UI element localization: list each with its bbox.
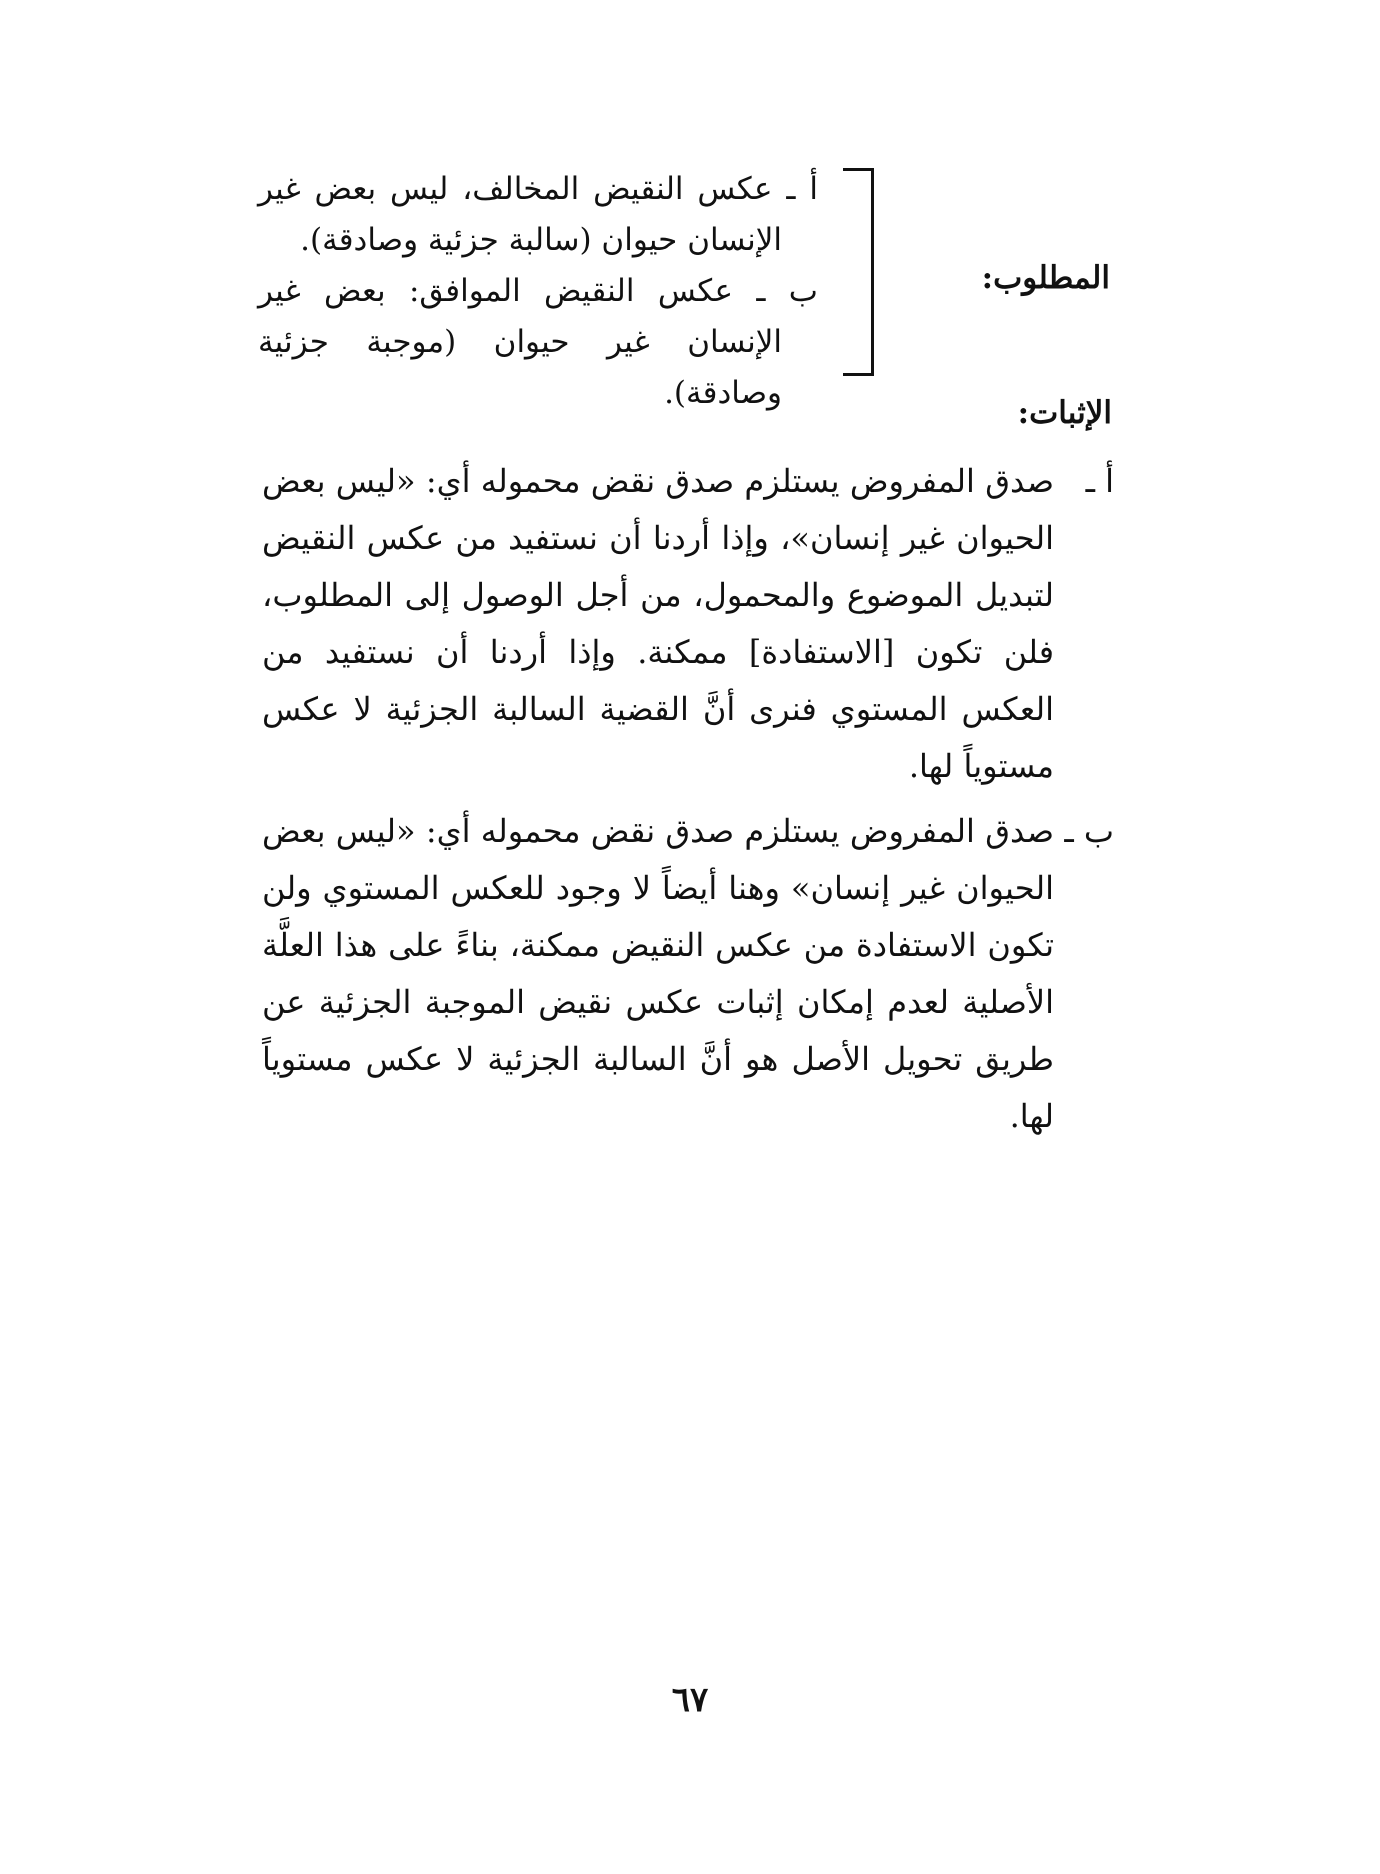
required-item-b: ب ـ عكس النقيض الموافق: بعض غير الإنسان غير حيوان (موجبة جزئية وصادقة).	[258, 273, 818, 411]
required-block	[258, 168, 1120, 411]
proof-list	[262, 453, 1114, 1153]
page-number: ٦٧	[671, 1680, 709, 1720]
proof-marker-b: ب ـ	[1064, 812, 1114, 850]
proof-item-b	[262, 803, 1114, 1145]
required-label: المطلوب:	[981, 260, 1110, 296]
proof-heading: الإثبات:	[1017, 395, 1112, 431]
proof-item-a	[262, 453, 1114, 795]
bracket	[843, 168, 874, 376]
required-items	[258, 164, 818, 419]
required-item-a: أ ـ عكس النقيض المخالف، ليس بعض غير الإنسان حيوان (سالبة جزئية وصادقة).	[258, 171, 818, 258]
proof-text-b: صدق المفروض يستلزم صدق نقض محموله أي: «ليس بعض الحيوان غير إنسان» وهنا أيضاً لا وجود للعكس المستوي ولن تكون الاستفادة من عكس النقيض ممكنة، بناءً على هذا العلَّة الأصلية لعدم إمكان إثبات عكس نقيض الموجبة الجزئية عن طريق تحويل الأصل هو أنَّ السالبة الجزئية لا عكس مستوياً لها.	[262, 812, 1054, 1135]
proof-text-a: صدق المفروض يستلزم صدق نقض محموله أي: «ليس بعض الحيوان غير إنسان»، وإذا أردنا أن نستفيد من عكس النقيض لتبديل الموضوع والمحمول، من أجل الوصول إلى المطلوب، فلن تكون [الاستفادة] ممكنة. وإذا أردنا أن نستفيد من العكس المستوي فنرى أنَّ القضية السالبة الجزئية لا عكس مستوياً لها.	[262, 462, 1055, 785]
proof-marker-a: أ ـ	[1085, 462, 1114, 500]
